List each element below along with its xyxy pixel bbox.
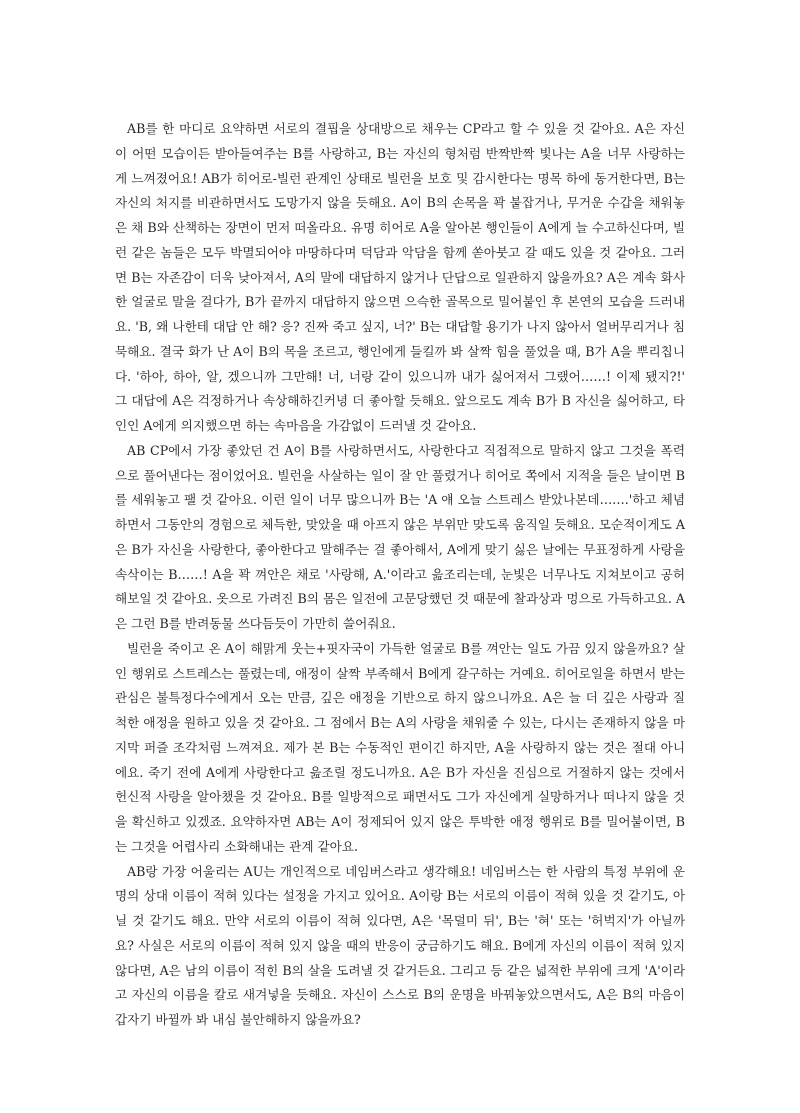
paragraph-1: AB를 한 마디로 요약하면 서로의 결핍을 상대방으로 채우는 CP라고 할 수 있을 것 같아요. A은 자신이 어떤 모습이든 받아들여주는 B를 사랑하고, B는 자신의 형처럼 반짝반짝 빛나는 A을 너무 사랑하는 게 느껴졌어요! AB가 히어로-빌런 관계인 상태로 빌런을 보호 및 감시한다는 명목 하에 동거한다면, B는 자신의 처지를 비관하면서도 도망가지 않을 듯해요. A이 B의 손목을 꽉 붙잡거나, 무거운 수갑을 채워놓은 채 B와 산책하는 장면이 먼저 떠올라요. 유명 히어로 A을 알아본 행인들이 A에게 늘 수고하신다며, 빌런 같은 놈들은 모두 박멸되어야 마땅하다며 덕담과 악담을 함께 쏟아붓고 갈 때도 있을 것 같아요. 그러면 B는 자존감이 더욱 낮아져서, A의 말에 대답하지 않거나 단답으로 일관하지 않을까요? A은 계속 화사한 얼굴로 말을 걸다가, B가 끝까지 대답하지 않으면 으슥한 골목으로 밀어붙인 후 본연의 모습을 드러내요. 'B, 왜 나한테 대답 안 해? 응? 진짜 죽고 싶지, 너?' B는 대답할 용기가 나지 않아서 얼버무리거나 침묵해요. 결국 화가 난 A이 B의 목을 조르고, 행인에게 들킬까 봐 살짝 힘을 풀었을 때, B가 A을 뿌리칩니다. '하아, 하아, 알, 겠으니까 그만해! 너, 너랑 같이 있으니까 내가 싫어져서 그랬어……! 이제 됐지?!' 그 대답에 A은 걱정하거나 속상해하긴커녕 더 좋아할 듯해요. 앞으로도 계속 B가 B 자신을 싫어하고, 타인인 A에게 의지했으면 하는 속마음을 가감없이 드러낼 것 같아요. — [115, 121, 685, 433]
paragraph-2: AB CP에서 가장 좋았던 건 A이 B를 사랑하면서도, 사랑한다고 직접적으로 말하지 않고 그것을 폭력으로 풀어낸다는 점이었어요. 빌런을 사살하는 일이 잘 안 풀렸거나 히어로 쪽에서 지적을 들은 날이면 B를 세워놓고 팰 것 같아요. 이런 일이 너무 많으니까 B는 'A 얘 오늘 스트레스 받았나본데…….'하고 체념하면서 그동안의 경험으로 체득한, 맞았을 때 아프지 않은 부위만 맞도록 움직일 듯해요. 모순적이게도 A은 B가 자신을 사랑한다, 좋아한다고 말해주는 걸 좋아해서, A에게 맞기 싫은 날에는 무표정하게 사랑을 속삭이는 B……! A을 꽉 껴안은 채로 '사랑해, A.'이라고 읊조리는데, 눈빛은 너무나도 지쳐보이고 공허해보일 것 같아요. 옷으로 가려진 B의 몸은 일전에 고문당했던 것 때문에 찰과상과 멍으로 가득하고요. A은 그런 B를 반려동물 쓰다듬듯이 가만히 쓸어줘요. — [115, 442, 685, 631]
paragraph-3: 빌런을 죽이고 온 A이 해맑게 웃는+핏자국이 가득한 얼굴로 B를 껴안는 일도 가끔 있지 않을까요? 살인 행위로 스트레스는 풀렸는데, 애정이 살짝 부족해서 B에게 갈구하는 거예요. 히어로일을 하면서 받는 관심은 불특정다수에게서 오는 만큼, 깊은 애정을 기반으로 하지 않으니까요. A은 늘 더 깊은 사랑과 질척한 애정을 원하고 있을 것 같아요. 그 점에서 B는 A의 사랑을 채워줄 수 있는, 다시는 존재하지 않을 마지막 퍼즐 조각처럼 느껴져요. 제가 본 B는 수동적인 편이긴 하지만, A을 사랑하지 않는 것은 절대 아니에요. 죽기 전에 A에게 사랑한다고 읊조릴 정도니까요. A은 B가 자신을 진심으로 거절하지 않는 것에서 헌신적 사랑을 알아챘을 것 같아요. B를 일방적으로 패면서도 그가 자신에게 실망하거나 떠나지 않을 것을 확신하고 있겠죠. 요약하자면 AB는 A이 정제되어 있지 않은 투박한 애정 행위로 B를 밀어붙이면, B는 그것을 어렵사리 소화해내는 관계 같아요. — [115, 640, 685, 854]
paragraph-4: AB랑 가장 어울리는 AU는 개인적으로 네임버스라고 생각해요! 네임버스는 한 사람의 특정 부위에 운명의 상대 이름이 적혀 있다는 설정을 가지고 있어요. A이랑 B는 서로의 이름이 적혀 있을 것 같기도, 아닐 것 같기도 해요. 만약 서로의 이름이 적혀 있다면, A은 '목덜미 뒤', B는 '혀' 또는 '허벅지'가 아닐까요? 사실은 서로의 이름이 적혀 있지 않을 때의 반응이 궁금하기도 해요. B에게 자신의 이름이 적혀 있지 않다면, A은 남의 이름이 적힌 B의 살을 도려낼 것 같거든요. 그리고 등 같은 넓적한 부위에 크게 'A'이라고 자신의 이름을 칼로 새겨넣을 듯해요. 자신이 스스로 B의 운명을 바꿔놓았으면서도, A은 B의 마음이 갑자기 바뀔까 봐 내심 불안해하지 않을까요? — [115, 863, 685, 1027]
document-body — [115, 117, 685, 1033]
